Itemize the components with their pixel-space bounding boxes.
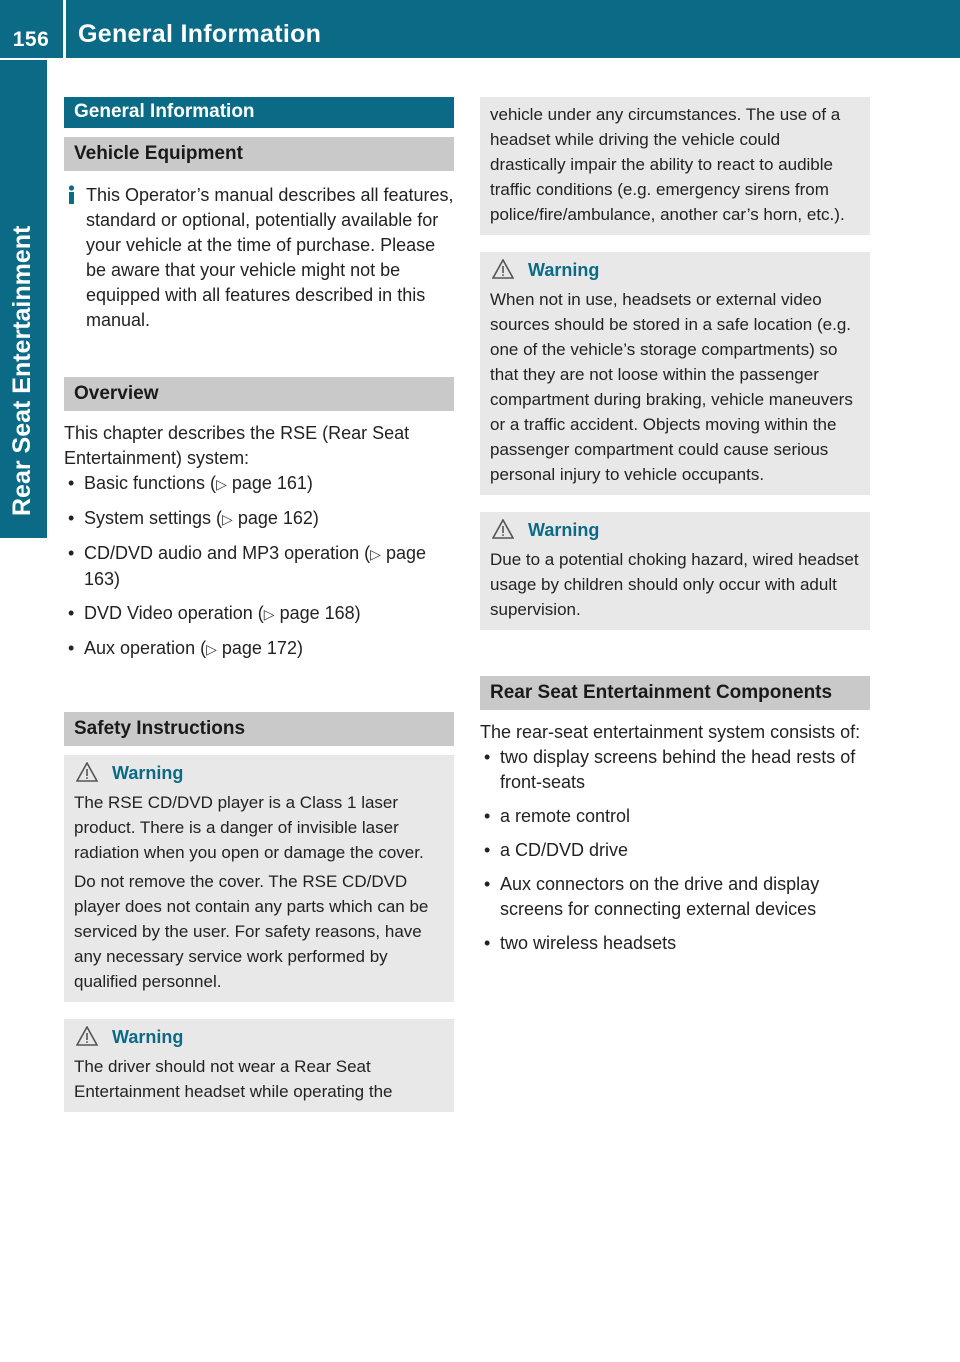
list-item: • Aux connectors on the drive and display screens for connecting external devices xyxy=(484,874,820,919)
page-header xyxy=(0,0,960,58)
page-ref-arrow-icon: ▷ xyxy=(370,546,381,562)
warning-title xyxy=(490,518,860,542)
chapter-tab xyxy=(0,60,47,538)
warning-title-text: Warning xyxy=(528,520,600,540)
list-item-text: two display screens behind the head rests of front-seats xyxy=(500,747,856,792)
warning-box xyxy=(480,512,870,630)
list-item-text: a CD/DVD drive xyxy=(500,840,629,860)
warning-title-text: Warning xyxy=(528,260,600,280)
list-item[interactable]: • System settings (▷ page 162) xyxy=(68,508,319,528)
page-ref[interactable]: page 163) xyxy=(84,543,426,589)
page-ref-arrow-icon: ▷ xyxy=(216,476,227,492)
list-item[interactable]: • Aux operation (▷ page 172) xyxy=(68,638,303,658)
warning-text: Due to a potential choking hazard, wired headset usage by children should only occur with adult supervision. xyxy=(490,550,859,619)
warning-title xyxy=(490,258,860,282)
page-ref-arrow-icon: ▷ xyxy=(222,511,233,527)
page-ref[interactable]: page 162) xyxy=(237,508,319,528)
warning-icon xyxy=(76,1026,98,1052)
warning-icon xyxy=(76,762,98,788)
header-title: General Information xyxy=(78,20,322,48)
section-title: General Information xyxy=(64,97,454,128)
list-item: • a CD/DVD drive xyxy=(484,840,629,860)
warning-icon xyxy=(492,259,514,285)
list-item-text: CD/DVD audio and MP3 operation ( xyxy=(84,543,371,563)
right-column xyxy=(480,97,870,956)
list-item-text: two wireless headsets xyxy=(500,933,677,953)
warning-title-text: Warning xyxy=(112,763,184,783)
list-item: • two display screens behind the head rests of front-seats xyxy=(484,747,856,792)
list-item: • a remote control xyxy=(484,806,631,826)
warning-text: The RSE CD/DVD player is a Class 1 laser product. There is a danger of invisible laser radiation when you open or damage the cover. xyxy=(74,793,424,862)
page-ref-arrow-icon: ▷ xyxy=(206,641,217,657)
page-ref[interactable]: page 168) xyxy=(279,603,361,623)
warning-icon xyxy=(492,519,514,545)
list-item-text: a remote control xyxy=(500,806,631,826)
overview-intro: This chapter describes the RSE (Rear Seat Entertainment) system: xyxy=(64,423,410,468)
warning-text: vehicle under any circumstances. The use of a headset while driving the vehicle could drastically impair the ability to react to audible traffic conditions (e.g. emergency sirens from police/fire/ambulance, another car’s horn, etc.). xyxy=(490,105,845,224)
warning-title xyxy=(74,1025,444,1049)
list-item[interactable]: • CD/DVD audio and MP3 operation (▷ page 163) xyxy=(68,543,426,589)
list-item[interactable]: • Basic functions (▷ page 161) xyxy=(68,473,313,493)
warning-box-continued xyxy=(480,97,870,235)
vehicle-equipment-text: This Operator’s manual describes all features, standard or optional, potentially available for your vehicle at the time of purchase. Please be aware that your vehicle might not be equipped with all features described in this manual. xyxy=(86,185,454,330)
warning-box xyxy=(64,1019,454,1112)
page-ref[interactable]: page 161) xyxy=(231,473,313,493)
page-ref-arrow-icon: ▷ xyxy=(263,606,275,622)
header-divider xyxy=(63,0,66,58)
list-item: • two wireless headsets xyxy=(484,933,677,953)
list-item-text: Aux operation ( xyxy=(84,638,207,658)
warning-text: The driver should not wear a Rear Seat Entertainment headset while operating the xyxy=(74,1057,393,1101)
info-note xyxy=(64,183,454,333)
warning-title-text: Warning xyxy=(112,1027,184,1047)
list-item-text: System settings ( xyxy=(84,508,223,528)
warning-text: When not in use, headsets or external video sources should be stored in a safe location (e.g. one of the vehicle’s storage compartments) so that they are not loose within the passenger compartment during braking, vehicle maneuvers or a traffic accident. Objects moving within the passenger compartment could cause serious personal injury to vehicle occupants. xyxy=(490,290,853,484)
warning-title xyxy=(74,761,444,785)
warning-box xyxy=(64,755,454,1002)
overview-list xyxy=(64,471,454,662)
list-item-text: Basic functions ( xyxy=(84,473,217,493)
vehicle-equipment-heading: Vehicle Equipment xyxy=(64,137,454,171)
list-item-text: DVD Video operation ( xyxy=(84,603,264,623)
page-ref[interactable]: page 172) xyxy=(221,638,303,658)
overview-heading: Overview xyxy=(64,377,454,411)
info-icon xyxy=(64,185,79,204)
components-heading: Rear Seat Entertainment Components xyxy=(480,676,870,710)
left-column xyxy=(64,97,454,1112)
warning-box xyxy=(480,252,870,495)
components-list xyxy=(480,745,870,956)
components-intro: The rear-seat entertainment system consists of: xyxy=(480,722,861,742)
safety-heading: Safety Instructions xyxy=(64,712,454,746)
page-number: 156 xyxy=(12,28,50,51)
list-item[interactable]: • DVD Video operation (▷ page 168) xyxy=(68,603,361,623)
list-item-text: Aux connectors on the drive and display screens for connecting external devices xyxy=(500,874,820,919)
warning-text: Do not remove the cover. The RSE CD/DVD player does not contain any parts which can be serviced by the user. For safety reasons, have any necessary service work performed by qualified personnel. xyxy=(74,872,429,991)
chapter-tab-label: Rear Seat Entertainment xyxy=(8,225,36,516)
